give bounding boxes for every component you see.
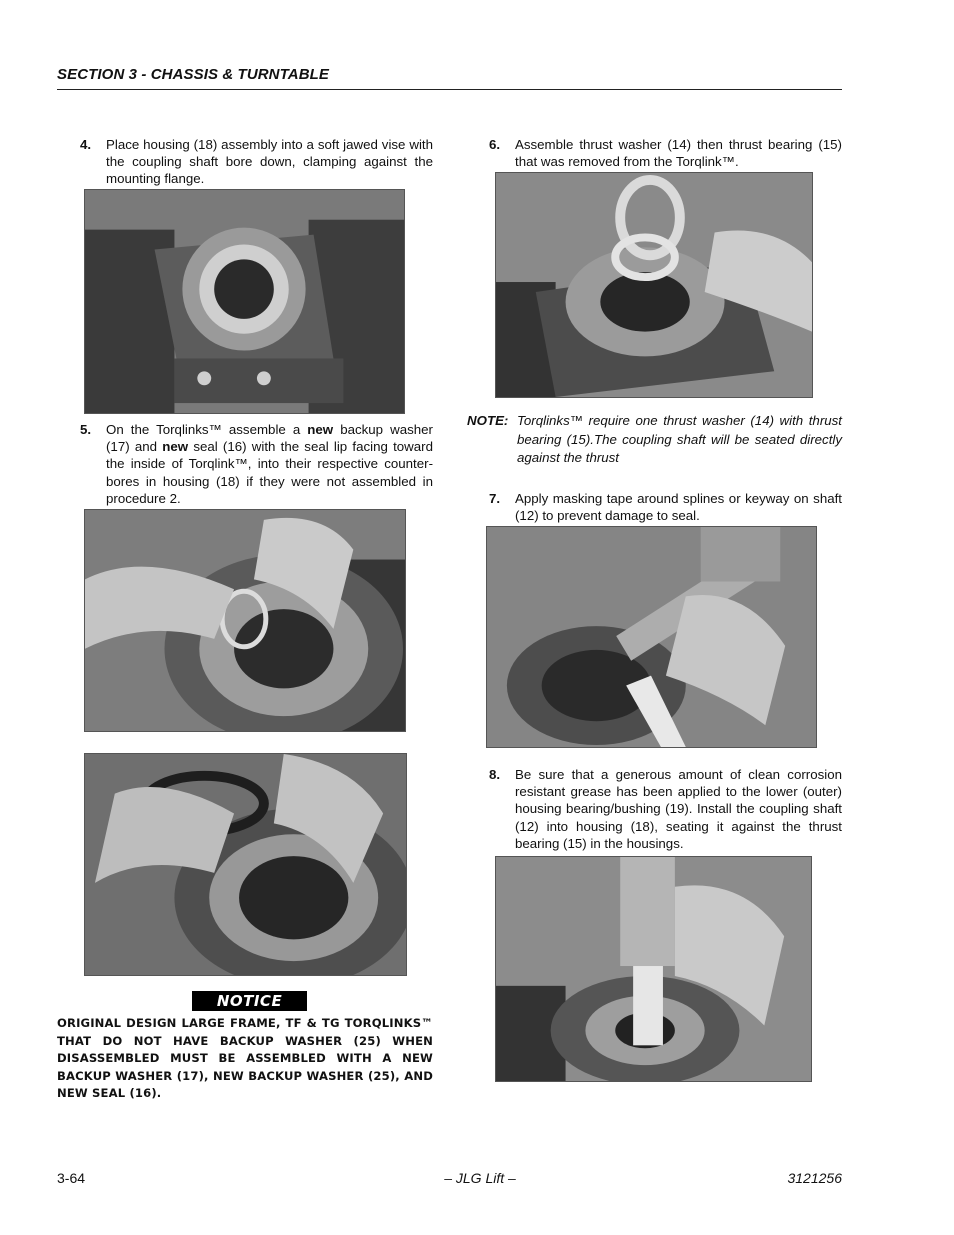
- step-4: [80, 136, 433, 188]
- step-text: Assemble thrust washer (14) then thrust bearing (15) that was removed from the Torqlink™.: [515, 137, 842, 170]
- step-number: 8.: [489, 767, 501, 782]
- note-label: NOTE:: [467, 413, 509, 428]
- step-number: 7.: [489, 491, 501, 506]
- notice-text: ORIGINAL DESIGN LARGE FRAME, TF & TG TORQLINKS™ THAT DO NOT HAVE BACKUP WASHER (25) WHEN DISASSEMBLED MUST BE ASSEMBLED WITH A NEW BACKUP WASHER (17), NEW BACKUP WASHER (25), AND NEW SEAL (16).: [57, 1016, 433, 1101]
- header-rule: [57, 89, 842, 90]
- photo-housing-in-vise: [84, 189, 405, 414]
- photo-masking-tape-shaft: [486, 526, 817, 748]
- step-8: [489, 766, 842, 852]
- note-block: [467, 412, 842, 468]
- photo-backup-washer-install: [84, 509, 406, 732]
- page-number: 3-64: [57, 1170, 86, 1186]
- photo-coupling-shaft-install: [495, 856, 812, 1082]
- step-7: [489, 490, 842, 524]
- footer-center: – JLG Lift –: [444, 1170, 516, 1186]
- step-text: Be sure that a generous amount of clean corrosion resistant grease has been applied to the lower (outer) housing bearing/bushing (19). Install the coupling shaft (12) into housing (18), seating it against the thrust bearing (15) in the housings.: [515, 767, 842, 851]
- step-number: 5.: [80, 422, 92, 437]
- step-text: Apply masking tape around splines or keyway on shaft (12) to prevent damage to seal.: [515, 491, 842, 524]
- photo-seal-install: [84, 753, 407, 976]
- step-6: [489, 136, 842, 170]
- note-text: Torqlinks™ require one thrust washer (14) with thrust bearing (15).The coupling shaft will be seated directly against the thrust: [517, 413, 842, 465]
- photo-thrust-washer-bearing: [495, 172, 813, 398]
- step-number: 6.: [489, 137, 501, 152]
- step-text: Place housing (18) assembly into a soft jawed vise with the coupling shaft bore down, clamping against the mounting flange.: [106, 137, 433, 187]
- notice-badge: NOTICE: [192, 991, 307, 1011]
- step-5: [80, 421, 433, 507]
- section-title: SECTION 3 - CHASSIS & TURNTABLE: [57, 66, 330, 83]
- document-number: 3121256: [787, 1170, 842, 1186]
- step-text: On the Torqlinks™ assemble a new backup washer (17) and new seal (16) with the seal lip facing toward the inside of Torqlink™, into their respective counter-bores in housing (18) if they were not assembled in procedure 2.: [106, 422, 433, 506]
- step-number: 4.: [80, 137, 92, 152]
